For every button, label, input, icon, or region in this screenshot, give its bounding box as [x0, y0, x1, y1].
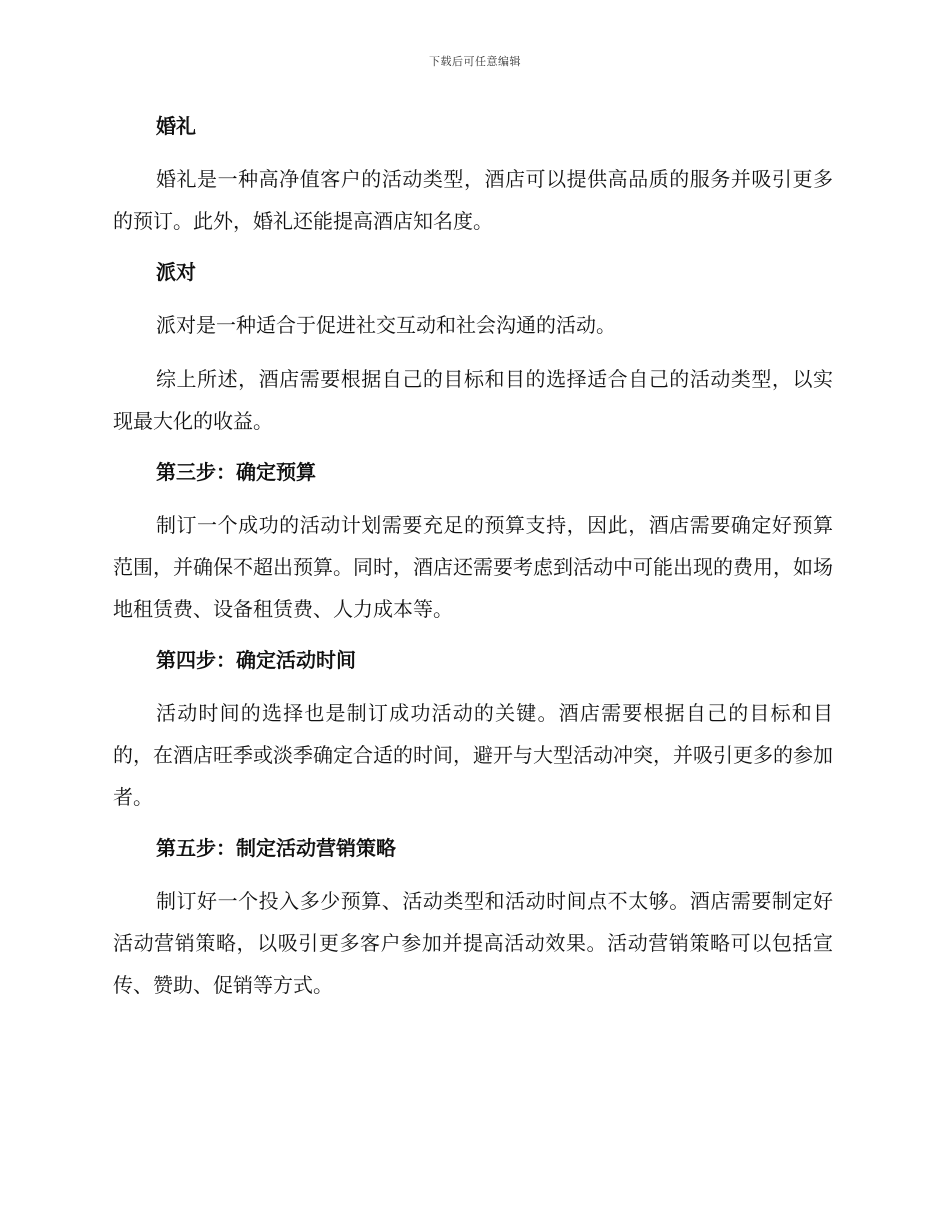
- paragraph-wedding: 婚礼是一种高净值客户的活动类型，酒店可以提供高品质的服务并吸引更多的预订。此外，婚礼还能提高酒店知名度。: [113, 167, 833, 233]
- section-heading-step-four: 第四步：确定活动时间: [156, 648, 356, 672]
- paragraph-marketing: 制订好一个投入多少预算、活动类型和活动时间点不太够。酒店需要制定好活动营销策略，以吸引更多客户参加并提高活动效果。活动营销策略可以包括宣传、赞助、促销等方式。: [113, 889, 833, 997]
- page-header-note: 下载后可任意编辑: [429, 55, 521, 68]
- section-heading-party: 派对: [156, 260, 196, 284]
- section-heading-wedding: 婚礼: [156, 114, 196, 138]
- document-body: [113, 108, 833, 1018]
- paragraph-summary: 综上所述，酒店需要根据自己的目标和目的选择适合自己的活动类型，以实现最大化的收益。: [113, 367, 833, 433]
- paragraph-timing: 活动时间的选择也是制订成功活动的关键。酒店需要根据自己的目标和目的，在酒店旺季或淡季确定合适的时间，避开与大型活动冲突，并吸引更多的参加者。: [113, 701, 833, 809]
- section-heading-step-three: 第三步：确定预算: [156, 460, 316, 484]
- paragraph-party: 派对是一种适合于促进社交互动和社会沟通的活动。: [156, 313, 616, 337]
- paragraph-budget: 制订一个成功的活动计划需要充足的预算支持，因此，酒店需要确定好预算范围，并确保不超出预算。同时，酒店还需要考虑到活动中可能出现的费用，如场地租赁费、设备租赁费、人力成本等。: [113, 513, 833, 621]
- section-heading-step-five: 第五步：制定活动营销策略: [156, 836, 396, 860]
